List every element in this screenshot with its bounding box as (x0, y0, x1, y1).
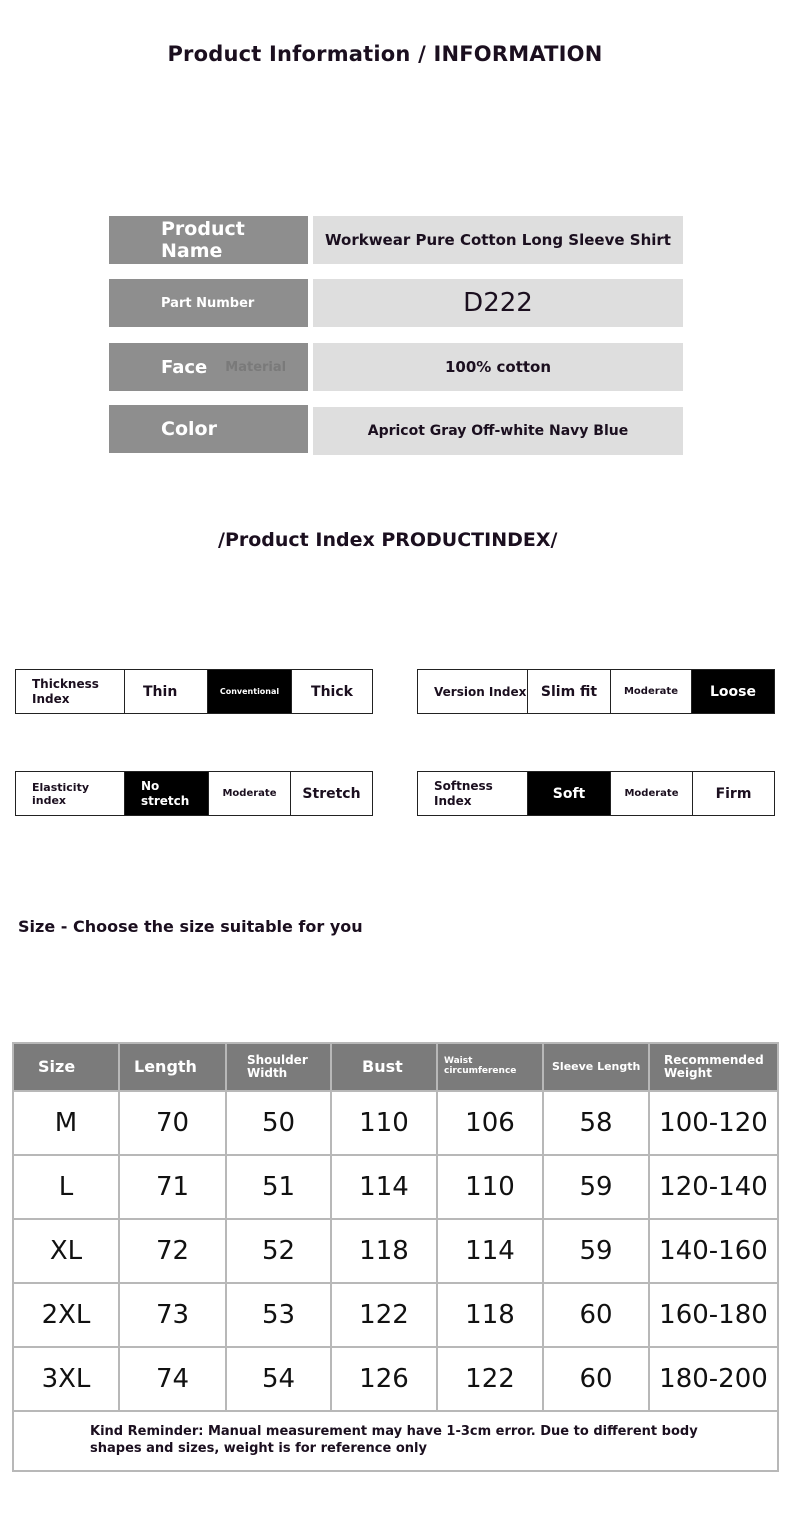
softness-index-label: Softness Index (434, 778, 493, 808)
weight-cell: 100-120 (649, 1091, 778, 1155)
thickness-index-label: Thickness Index (32, 676, 99, 706)
length-cell: 74 (119, 1347, 226, 1411)
version-option-loose: Loose (691, 670, 774, 713)
length-cell: 71 (119, 1155, 226, 1219)
waist-cell: 114 (437, 1219, 543, 1283)
weight-cell: 140-160 (649, 1219, 778, 1283)
shoulder-cell: 53 (226, 1283, 331, 1347)
size-table-header-row (13, 1043, 778, 1091)
elasticity-index-label: Elasticity index (32, 780, 90, 807)
header-length: Length (119, 1043, 226, 1091)
thickness-index (15, 669, 373, 714)
header-sleeve-length: Sleeve Length (543, 1043, 649, 1091)
header-shoulder-width: Shoulder Width (226, 1043, 331, 1091)
elasticity-option-stretch: Stretch (290, 772, 372, 815)
product-index-title: /Product Index PRODUCTINDEX/ (218, 529, 558, 551)
thickness-option-conventional: Conventional (207, 670, 291, 713)
info-value-part-number: D222 (313, 279, 683, 327)
size-cell: XL (13, 1219, 119, 1283)
header-size: Size (13, 1043, 119, 1091)
weight-cell: 180-200 (649, 1347, 778, 1411)
info-label-face-text: Face (161, 356, 208, 378)
info-value-color: Apricot Gray Off-white Navy Blue (313, 407, 683, 455)
shoulder-cell: 52 (226, 1219, 331, 1283)
info-label-material-text: Material (225, 359, 287, 375)
waist-cell: 106 (437, 1091, 543, 1155)
softness-option-firm: Firm (692, 772, 774, 815)
weight-cell: 160-180 (649, 1283, 778, 1347)
size-cell: M (13, 1091, 119, 1155)
weight-cell: 120-140 (649, 1155, 778, 1219)
size-cell: 2XL (13, 1283, 119, 1347)
info-label-product-name: Product Name (109, 216, 308, 264)
bust-cell: 118 (331, 1219, 437, 1283)
softness-index (417, 771, 775, 816)
length-cell: 72 (119, 1219, 226, 1283)
size-table (12, 1042, 779, 1472)
version-index (417, 669, 775, 714)
softness-option-moderate: Moderate (610, 772, 692, 815)
page-title: Product Information / INFORMATION (167, 42, 603, 66)
sleeve-cell: 59 (543, 1219, 649, 1283)
sleeve-cell: 58 (543, 1091, 649, 1155)
table-row (13, 1283, 778, 1347)
info-value-material: 100% cotton (313, 343, 683, 391)
table-row (13, 1219, 778, 1283)
bust-cell: 110 (331, 1091, 437, 1155)
waist-cell: 122 (437, 1347, 543, 1411)
info-label-face (109, 343, 308, 391)
elasticity-index (15, 771, 373, 816)
shoulder-cell: 54 (226, 1347, 331, 1411)
bust-cell: 126 (331, 1347, 437, 1411)
waist-cell: 110 (437, 1155, 543, 1219)
bust-cell: 122 (331, 1283, 437, 1347)
elasticity-option-no-stretch: No stretch (124, 772, 208, 815)
softness-option-soft: Soft (527, 772, 610, 815)
header-waist: Waist circumference (437, 1043, 543, 1091)
elasticity-option-moderate: Moderate (208, 772, 290, 815)
version-index-label: Version Index (434, 684, 527, 699)
info-label-color: Color (109, 405, 308, 453)
table-row (13, 1155, 778, 1219)
size-cell: 3XL (13, 1347, 119, 1411)
shoulder-cell: 50 (226, 1091, 331, 1155)
waist-cell: 118 (437, 1283, 543, 1347)
sleeve-cell: 60 (543, 1347, 649, 1411)
sleeve-cell: 59 (543, 1155, 649, 1219)
length-cell: 73 (119, 1283, 226, 1347)
shoulder-cell: 51 (226, 1155, 331, 1219)
version-option-slim-fit: Slim fit (527, 670, 610, 713)
version-option-moderate: Moderate (610, 670, 691, 713)
sleeve-cell: 60 (543, 1283, 649, 1347)
header-recommended-weight: Recommended Weight (649, 1043, 778, 1091)
table-row (13, 1347, 778, 1411)
header-bust: Bust (331, 1043, 437, 1091)
size-cell: L (13, 1155, 119, 1219)
size-heading: Size - Choose the size suitable for you (18, 917, 363, 936)
length-cell: 70 (119, 1091, 226, 1155)
table-row (13, 1091, 778, 1155)
thickness-option-thick: Thick (291, 670, 372, 713)
kind-reminder-note: Kind Reminder: Manual measurement may have 1-3cm error. Due to different body shapes and sizes, weight is for reference only (13, 1411, 778, 1471)
info-label-part-number: Part Number (109, 279, 308, 327)
bust-cell: 114 (331, 1155, 437, 1219)
thickness-option-thin: Thin (124, 670, 207, 713)
note-row (13, 1411, 778, 1471)
info-value-product-name: Workwear Pure Cotton Long Sleeve Shirt (313, 216, 683, 264)
